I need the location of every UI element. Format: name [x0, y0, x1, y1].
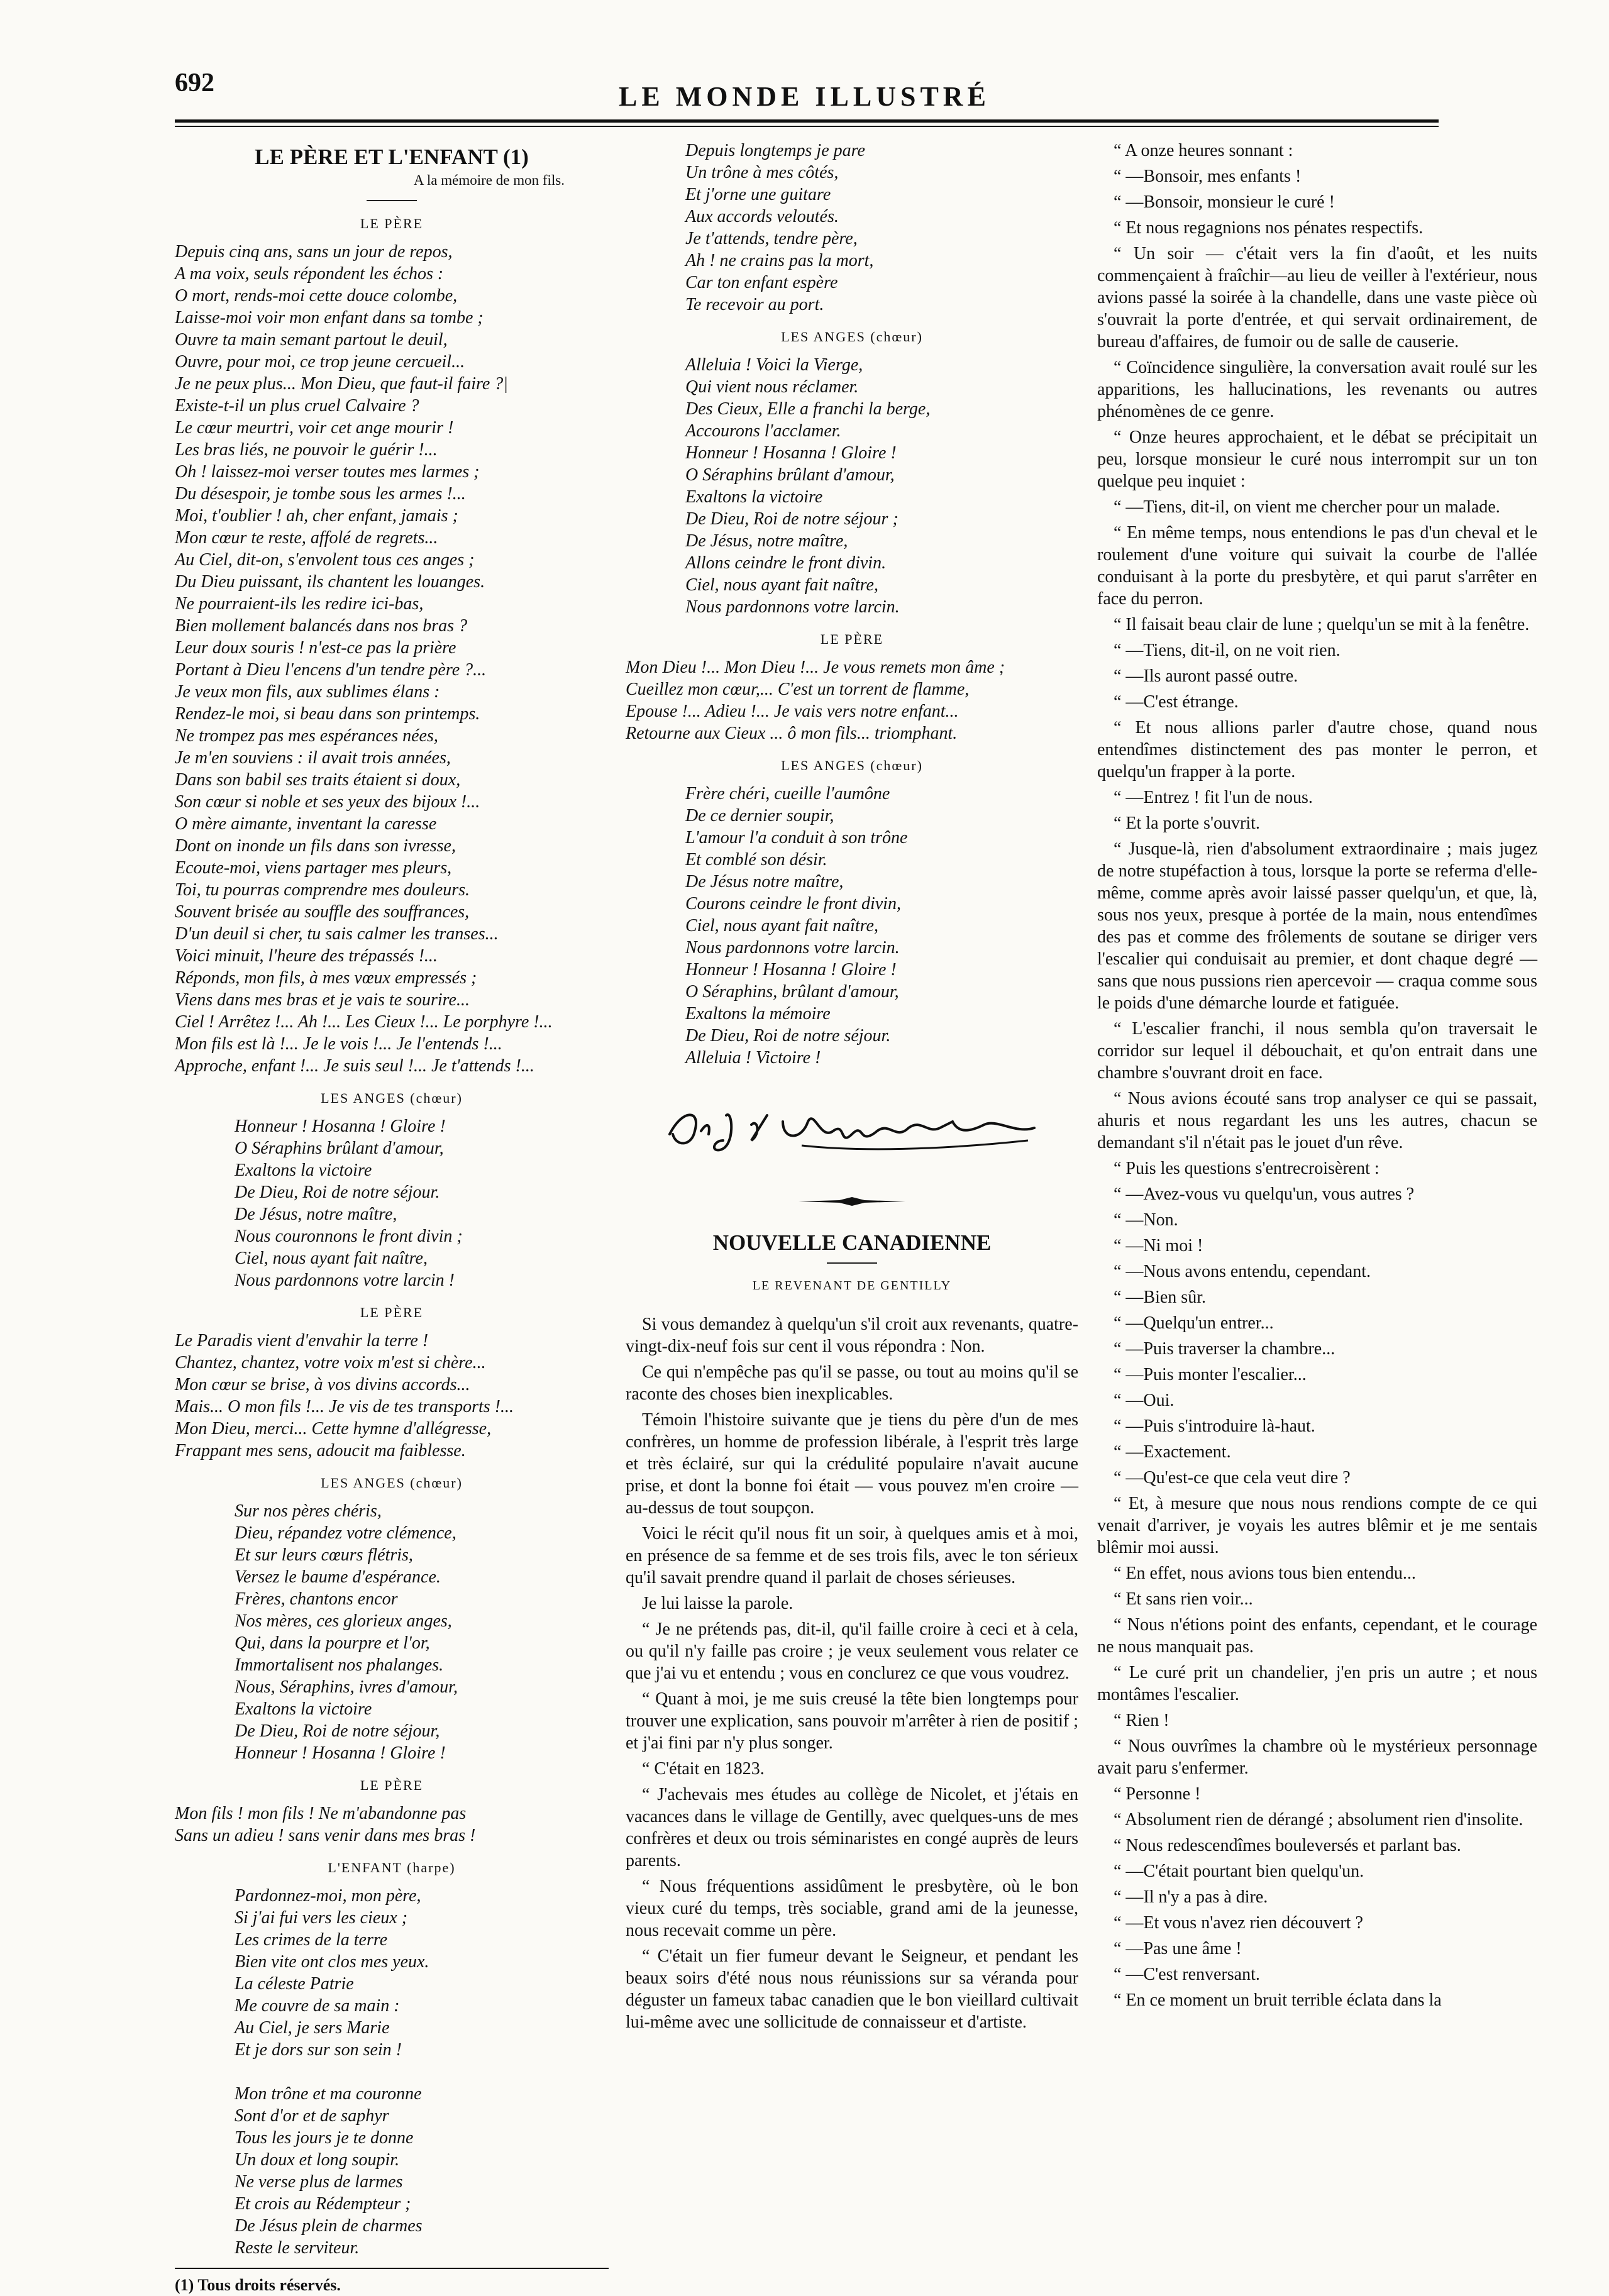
verse-line: A ma voix, seuls répondent les échos :	[175, 264, 444, 284]
story-paragraph: “ C'était un fier fumeur devant le Seigneur, et pendant les beaux soirs d'été nous nous réunissions sur sa véranda pour déguster un fameux tabac canadien que le bon vieillard cultivait lui-même avec une sollicitude de connaisseur et d'artiste.	[626, 1946, 1078, 2032]
verse-line: Honneur ! Hosanna ! Gloire !	[235, 1117, 446, 1136]
footnote: (1) Tous droits réservés.	[175, 2276, 341, 2294]
verse-line: Au Ciel, dit-on, s'envolent tous ces anges ;	[175, 550, 475, 570]
verse-line: Bien mollement balancés dans nos bras ?	[175, 616, 468, 636]
footnote-rule	[175, 2268, 609, 2269]
story-paragraph: “ Et sans rien voir...	[1114, 1589, 1253, 1609]
story-title-rule	[827, 1262, 877, 1264]
story-paragraph: “ —Tiens, dit-il, on ne voit rien.	[1114, 641, 1341, 660]
verse-line: Depuis cinq ans, sans un jour de repos,	[175, 242, 453, 262]
story-paragraph: “ Et la porte s'ouvrit.	[1114, 814, 1260, 833]
verse-line: Nous couronnons le front divin ;	[235, 1227, 463, 1246]
verse-line: De Jésus plein de charmes	[235, 2216, 423, 2236]
story-paragraph: “ —Avez-vous vu quelqu'un, vous autres ?	[1114, 1184, 1415, 1204]
verse-line: Qui, dans la pourpre et l'or,	[235, 1633, 430, 1653]
verse-group	[626, 354, 1078, 618]
verse-line: Allons ceindre le front divin.	[685, 553, 887, 573]
story-paragraph: “ A onze heures sonnant :	[1114, 141, 1293, 160]
verse-line: Je ne peux plus... Mon Dieu, que faut-il faire ?|	[175, 374, 508, 394]
verse-line: Je m'en souviens : il avait trois années,	[175, 748, 451, 768]
verse-line: Cueillez mon cœur,... C'est un torrent de flamme,	[626, 680, 970, 699]
story-paragraph: Ce qui n'empêche pas qu'il se passe, ou tout au moins qu'il se raconte des choses bien inexplicables.	[626, 1362, 1078, 1404]
story-paragraph: “ —Il n'y a pas à dire.	[1114, 1887, 1268, 1907]
story-text-middle	[626, 1313, 1078, 2033]
story-paragraph: “ En même temps, nous entendions le pas d'un cheval et le roulement d'une voiture qui suivait la courbe de l'allée conduisant à la porte du presbytère, et qui parut s'arrêter en face du perron.	[1097, 523, 1537, 609]
story-paragraph: “ —Ils auront passé outre.	[1114, 666, 1298, 686]
story-paragraph: “ L'escalier franchi, il nous sembla qu'on traversait le corridor sur lequel il débouchait, et qu'on entrait dans une chambre s'ouvrant droit en face.	[1097, 1019, 1537, 1083]
story-paragraph: “ —Ni moi !	[1114, 1236, 1203, 1256]
verse-line: Moi, t'oublier ! ah, cher enfant, jamais ;	[175, 506, 458, 526]
verse-line: Dont on inonde un fils dans son ivresse,	[175, 836, 456, 856]
verse-line: D'un deuil si cher, tu sais calmer les transes...	[175, 924, 499, 944]
story-paragraph: “ Coïncidence singulière, la conversation avait roulé sur les apparitions, les hallucinations, les revenants ou autres phénomènes de ce genre.	[1097, 358, 1537, 421]
verse-line: Pardonnez-moi, mon père,	[235, 1886, 421, 1906]
story-paragraph: “ Et, à mesure que nous nous rendions compte de ce qui venait d'arriver, je voyais les autres blêmir et je me sentais blêmir moi aussi.	[1097, 1494, 1537, 1557]
story-paragraph: “ —Bonsoir, mes enfants !	[1114, 167, 1302, 186]
story-paragraph: “ —Tiens, dit-il, on vient me chercher pour un malade.	[1114, 497, 1500, 517]
verse-line: Sont d'or et de saphyr	[235, 2106, 389, 2126]
verse-line: Frappant mes sens, adoucit ma faiblesse.	[175, 1441, 466, 1460]
verse-line: Honneur ! Hosanna ! Gloire !	[685, 960, 897, 980]
verse-line: Qui vient nous réclamer.	[685, 377, 859, 397]
verse-group	[626, 783, 1078, 1069]
story-paragraph: “ —Et vous n'avez rien découvert ?	[1114, 1913, 1363, 1933]
verse-line: Aux accords veloutés.	[685, 207, 839, 226]
story-paragraph: “ —Puis traverser la chambre...	[1114, 1339, 1335, 1359]
verse-line: Mon fils est là !... Je le vois !... Je l'entends !...	[175, 1034, 502, 1054]
verse-group	[175, 1802, 609, 1846]
verse-line: Ouvre ta main semant partout le deuil,	[175, 330, 448, 350]
verse-line: Me couvre de sa main :	[235, 1996, 400, 2016]
verse-line: Viens dans mes bras et je vais te sourire...	[175, 990, 470, 1010]
verse-line: Rendez-le moi, si beau dans son printemps.	[175, 704, 480, 724]
story-paragraph: “ Personne !	[1114, 1784, 1201, 1804]
verse-line: De Dieu, Roi de notre séjour.	[235, 1183, 440, 1202]
poem-title: LE PÈRE ET L'ENFANT (1)	[255, 145, 529, 169]
verse-line: O Séraphins brûlant d'amour,	[685, 465, 895, 485]
verse-line: O mère aimante, inventant la caresse	[175, 814, 437, 834]
verse-line: Le Paradis vient d'envahir la terre !	[175, 1331, 429, 1350]
verse-line: Mais... O mon fils !... Je vis de tes transports !...	[175, 1397, 514, 1416]
verse-line: Exaltons la victoire	[235, 1161, 372, 1180]
verse-line: De Jésus notre maître,	[685, 872, 844, 891]
verse-line: O Séraphins brûlant d'amour,	[235, 1139, 444, 1158]
speaker-label: LE PÈRE	[360, 216, 424, 231]
story-paragraph: “ Puis les questions s'entrecroisèrent :	[1114, 1159, 1380, 1178]
verse-line: Depuis longtemps je pare	[685, 141, 865, 160]
verse-line: Toi, tu pourras comprendre mes douleurs.	[175, 880, 470, 900]
verse-line: Et je dors sur son sein !	[235, 2040, 402, 2060]
speaker-label: LES ANGES (chœur)	[321, 1475, 463, 1491]
verse-line: Honneur ! Hosanna ! Gloire !	[685, 443, 897, 463]
verse-line: Si j'ai fui vers les cieux ;	[235, 1908, 408, 1928]
masthead-rule	[175, 119, 1439, 123]
verse-line: Mon cœur te reste, affolé de regrets...	[175, 528, 438, 548]
speaker-label: LE PÈRE	[820, 631, 884, 647]
verse-line: Mon cœur se brise, à vos divins accords...	[175, 1375, 470, 1394]
verse-line: Mon fils ! mon fils ! Ne m'abandonne pas	[175, 1804, 467, 1823]
story-subtitle: LE REVENANT DE GENTILLY	[752, 1279, 952, 1293]
story-paragraph: Je lui laisse la parole.	[642, 1594, 793, 1613]
verse-line: De Jésus, notre maître,	[685, 531, 848, 551]
story-title: NOUVELLE CANADIENNE	[712, 1230, 992, 1255]
verse-line: Immortalisent nos phalanges.	[235, 1655, 444, 1675]
verse-group	[626, 140, 1078, 316]
verse-line: Exaltons la victoire	[235, 1699, 372, 1719]
verse-line: Et j'orne une guitare	[685, 185, 831, 204]
verse-line: Les bras liés, ne pouvoir le guérir !...	[175, 440, 438, 460]
verse-line: Mon Dieu !... Mon Dieu !... Je vous remets mon âme ;	[626, 658, 1005, 677]
verse-line	[235, 2061, 609, 2083]
story-paragraph: “ Onze heures approchaient, et le débat se précipitait un peu, lorsque monsieur le curé nous interrompit sur un ton quelque peu inquiet :	[1097, 428, 1537, 491]
verse-line: Car ton enfant espère	[685, 273, 838, 292]
verse-group	[175, 1115, 609, 1291]
title-rule	[367, 200, 417, 201]
story-paragraph: “ —Exactement.	[1114, 1442, 1231, 1462]
verse-line: Ciel, nous ayant fait naître,	[235, 1249, 428, 1268]
verse-line: Epouse !... Adieu !... Je vais vers notre enfant...	[626, 702, 959, 721]
story-paragraph: “ Un soir — c'était vers la fin d'août, et les nuits commençaient à fraîchir—au lieu de veiller à l'extérieur, nous avions passé la soirée à la chandelle, dans une vaste pièce où s'ouvrait la porte d'entrée, et qui servait ordinairement, de bureau d'affaires, de fumoir ou de salle de causerie.	[1097, 244, 1537, 351]
verse-line: De Dieu, Roi de notre séjour,	[235, 1721, 440, 1741]
story-paragraph: “ —Quelqu'un entrer...	[1114, 1313, 1274, 1333]
verse-line: Versez le baume d'espérance.	[235, 1567, 441, 1587]
verse-line: Nos mères, ces glorieux anges,	[235, 1611, 452, 1631]
verse-line: Approche, enfant !... Je suis seul !... Je t'attends !...	[175, 1056, 534, 1076]
verse-line: O mort, rends-moi cette douce colombe,	[175, 286, 458, 306]
story-text-right	[1097, 140, 1537, 2011]
story-paragraph: “ —Bonsoir, monsieur le curé !	[1114, 192, 1335, 212]
verse-line: Au Ciel, je sers Marie	[235, 2018, 390, 2038]
speaker-label: LES ANGES (chœur)	[781, 758, 923, 773]
verse-line: O Séraphins, brûlant d'amour,	[685, 982, 899, 1002]
verse-line: Voici minuit, l'heure des trépassés !...	[175, 946, 438, 966]
verse-line: Exaltons la mémoire	[685, 1004, 831, 1024]
verse-line: De ce dernier soupir,	[685, 806, 834, 825]
story-paragraph: Témoin l'histoire suivante que je tiens du père d'un de mes confrères, un homme de profession libérale, à l'esprit très large et très éclairé, sur qui la crédulité populaire n'avait aucune prise, et dont la bonne foi était — vous pouvez m'en croire — au-dessus de tout soupçon.	[626, 1410, 1078, 1518]
verse-line: Leur doux souris ! n'est-ce pas la prière	[175, 638, 456, 658]
verse-line: Des Cieux, Elle a franchi la berge,	[685, 399, 931, 419]
speaker-label: LE PÈRE	[360, 1777, 424, 1793]
verse-line: Son cœur si noble et ses yeux des bijoux !...	[175, 792, 480, 812]
column-right	[1097, 140, 1537, 2015]
verse-line: Alleluia ! Voici la Vierge,	[685, 355, 863, 375]
verse-line: Laisse-moi voir mon enfant dans sa tombe ;	[175, 308, 484, 328]
verse-line: La céleste Patrie	[235, 1974, 354, 1994]
story-paragraph: Voici le récit qu'il nous fit un soir, à quelques amis et à moi, en présence de sa femme et de ses trois fils, avec le ton sérieux qu'il savait prendre quand il parlait de choses sérieuses.	[626, 1524, 1078, 1587]
story-paragraph: “ —C'est étrange.	[1114, 692, 1239, 712]
signature-image	[657, 1096, 1059, 1159]
story-paragraph: “ Et nous regagnions nos pénates respectifs.	[1114, 218, 1424, 238]
verse-line: Le cœur meurtri, voir cet ange mourir !	[175, 418, 454, 438]
story-paragraph: “ —Nous avons entendu, cependant.	[1114, 1262, 1371, 1281]
story-paragraph: “ J'achevais mes études au collège de Nicolet, et j'étais en vacances dans le village de Gentilly, avec quelques-uns de mes confrères et deux ou trois séminaristes en congé auprès de leurs parents.	[626, 1785, 1078, 1870]
story-paragraph: “ Rien !	[1114, 1711, 1169, 1730]
verse-group	[626, 656, 1078, 744]
verse-line: Exaltons la victoire	[685, 487, 823, 507]
story-paragraph: “ Nous n'étions point des enfants, cependant, et le courage ne nous manquait pas.	[1097, 1615, 1537, 1657]
story-paragraph: “ —Non.	[1114, 1210, 1178, 1230]
verse-line: Ne verse plus de larmes	[235, 2172, 403, 2192]
story-paragraph: “ Absolument rien de dérangé ; absolument rien d'insolite.	[1114, 1810, 1523, 1830]
verse-line: De Dieu, Roi de notre séjour ;	[685, 509, 898, 529]
poem-sections-left	[175, 212, 609, 2259]
verse-line: Accourons l'acclamer.	[685, 421, 841, 441]
verse-line: Ouvre, pour moi, ce trop jeune cercueil...	[175, 352, 465, 372]
story-paragraph: “ —Puis monter l'escalier...	[1114, 1365, 1307, 1384]
ornament-divider	[795, 1196, 909, 1206]
verse-line: Nous pardonnons votre larcin.	[685, 938, 900, 958]
story-paragraph: “ —Qu'est-ce que cela veut dire ?	[1114, 1468, 1351, 1487]
verse-line: Nous, Séraphins, ivres d'amour,	[235, 1677, 458, 1697]
verse-line: Retourne aux Cieux ... ô mon fils... triomphant.	[626, 724, 958, 743]
story-paragraph: “ —C'est renversant.	[1114, 1965, 1260, 1984]
verse-line: Ciel, nous ayant fait naître,	[685, 916, 878, 936]
verse-line: Un trône à mes côtés,	[685, 163, 839, 182]
story-paragraph: Si vous demandez à quelqu'un s'il croit aux revenants, quatre-vingt-dix-neuf fois sur cent il vous répondra : Non.	[626, 1315, 1078, 1356]
verse-line: Te recevoir au port.	[685, 295, 824, 314]
story-paragraph: “ C'était en 1823.	[642, 1759, 765, 1779]
verse-group	[175, 1500, 609, 1764]
verse-line: Honneur ! Hosanna ! Gloire !	[235, 1743, 446, 1763]
verse-group	[175, 1330, 609, 1462]
verse-line: Un doux et long soupir.	[235, 2150, 400, 2170]
column-left	[175, 140, 609, 2296]
verse-line: Réponds, mon fils, à mes vœux empressés ;	[175, 968, 477, 988]
verse-line: Nous pardonnons votre larcin !	[235, 1271, 455, 1290]
story-paragraph: “ —Bien sûr.	[1114, 1288, 1206, 1307]
verse-line: Chantez, chantez, votre voix m'est si chère...	[175, 1353, 486, 1372]
masthead-rule-thin	[175, 126, 1439, 127]
verse-line: Ciel, nous ayant fait naître,	[685, 575, 878, 595]
verse-line: Ne pourraient-ils les redire ici-bas,	[175, 594, 424, 614]
verse-line: Frères, chantons encor	[235, 1589, 398, 1609]
verse-line: Frère chéri, cueille l'aumône	[685, 784, 890, 803]
verse-line: Ah ! ne crains pas la mort,	[685, 251, 874, 270]
verse-line: De Jésus, notre maître,	[235, 1205, 397, 1224]
story-paragraph: “ —Pas une âme !	[1114, 1939, 1242, 1958]
speaker-label: LE PÈRE	[360, 1305, 424, 1320]
verse-line: Du désespoir, je tombe sous les armes !...	[175, 484, 466, 504]
verse-line: De Dieu, Roi de notre séjour.	[685, 1026, 891, 1046]
poem-dedication: A la mémoire de mon fils.	[413, 172, 565, 188]
verse-line: Et comblé son désir.	[685, 850, 827, 869]
verse-line: Courons ceindre le front divin,	[685, 894, 901, 913]
verse-group	[175, 241, 609, 1077]
verse-line: Je t'attends, tendre père,	[685, 229, 858, 248]
verse-line: Et sur leurs cœurs flétris,	[235, 1545, 413, 1565]
story-paragraph: “ Jusque-là, rien d'absolument extraordinaire ; mais jugez de notre stupéfaction à tous, lorsque la porte se referma d'elle-même, comme après avoir laissé passer quelqu'un, et que, là, sous nos yeux, presque à portée de la main, nous entendîmes des pas et comme des frôlements de soutane se diriger vers l'escalier qui conduisait au premier, et dont chaque degré — sans que nous pussions rien apercevoir — craqua comme sous le poids d'une démarche lourde et fatiguée.	[1097, 839, 1537, 1013]
verse-line: Et crois au Rédempteur ;	[235, 2194, 411, 2214]
verse-line: Oh ! laissez-moi verser toutes mes larmes ;	[175, 462, 480, 482]
speaker-label: LES ANGES (chœur)	[781, 329, 923, 345]
verse-line: Ecoute-moi, viens partager mes pleurs,	[175, 858, 452, 878]
verse-line: Dieu, répandez votre clémence,	[235, 1523, 456, 1543]
page-number: 692	[175, 69, 214, 97]
verse-line: Du Dieu puissant, ils chantent les louanges.	[175, 572, 485, 592]
verse-line: Existe-t-il un plus cruel Calvaire ?	[175, 396, 419, 416]
story-paragraph: “ Le curé prit un chandelier, j'en pris un autre ; et nous montâmes l'escalier.	[1097, 1663, 1537, 1704]
story-paragraph: “ Nous redescendîmes bouleversés et parlant bas.	[1114, 1836, 1461, 1855]
verse-line: Sans un adieu ! sans venir dans mes bras !	[175, 1826, 476, 1845]
story-paragraph: “ Quant à moi, je me suis creusé la tête bien longtemps pour trouver une explication, sans pouvoir m'arrêter à rien de positif ; et j'ai fini par n'y plus songer.	[626, 1689, 1078, 1753]
story-paragraph: “ Il faisait beau clair de lune ; quelqu'un se mit à la fenêtre.	[1114, 615, 1530, 634]
verse-line: Alleluia ! Victoire !	[685, 1048, 821, 1068]
verse-line: Portant à Dieu l'encens d'un tendre père ?...	[175, 660, 487, 680]
verse-line: Mon Dieu, merci... Cette hymne d'allégresse,	[175, 1419, 492, 1438]
story-paragraph: “ Je ne prétends pas, dit-il, qu'il faille croire à ceci et à cela, ou qu'il n'y faille pas croire ; je veux seulement vous relater ce que j'ai vu et entendu ; vous en conclurez ce que vous voudrez.	[626, 1620, 1078, 1683]
verse-line: Bien vite ont clos mes yeux.	[235, 1952, 429, 1972]
masthead: LE MONDE ILLUSTRÉ	[619, 81, 990, 112]
verse-line: Reste le serviteur.	[235, 2238, 360, 2258]
verse-line: Ne trompez pas mes espérances nées,	[175, 726, 438, 746]
verse-line: Tous les jours je te donne	[235, 2128, 414, 2148]
verse-line: Sur nos pères chéris,	[235, 1501, 382, 1521]
story-paragraph: “ En ce moment un bruit terrible éclata dans la	[1114, 1990, 1442, 2010]
story-paragraph: “ En effet, nous avions tous bien entendu...	[1114, 1564, 1416, 1583]
story-paragraph: “ —Oui.	[1114, 1391, 1175, 1410]
verse-line: Les crimes de la terre	[235, 1930, 388, 1950]
story-paragraph: “ —Entrez ! fit l'un de nous.	[1114, 788, 1313, 807]
story-paragraph: “ —Puis s'introduire là-haut.	[1114, 1416, 1315, 1436]
speaker-label: LES ANGES (chœur)	[321, 1090, 463, 1106]
story-paragraph: “ —C'était pourtant bien quelqu'un.	[1114, 1862, 1364, 1881]
story-paragraph: “ Nous avions écouté sans trop analyser ce qui se passait, ahuris et nous regardant les uns les autres, chacun se demandant s'il n'était pas le jouet d'un rêve.	[1097, 1089, 1537, 1152]
verse-line: L'amour l'a conduit à son trône	[685, 828, 908, 847]
verse-line: Je veux mon fils, aux sublimes élans :	[175, 682, 440, 702]
column-middle	[626, 140, 1078, 2037]
verse-line: Mon trône et ma couronne	[235, 2084, 422, 2104]
verse-line: Dans son babil ses traits étaient si doux,	[175, 770, 461, 790]
verse-line: Ciel ! Arrêtez !... Ah !... Les Cieux !... Le porphyre !...	[175, 1012, 553, 1032]
story-paragraph: “ Nous fréquentions assidûment le presbytère, où le bon vieux curé du temps, très sociable, grand ami de la jeunesse, nous recevait comme un père.	[626, 1877, 1078, 1940]
poem-sections-middle	[626, 140, 1078, 1069]
story-paragraph: “ Nous ouvrîmes la chambre où le mystérieux personnage avait paru s'enfermer.	[1097, 1736, 1537, 1778]
story-paragraph: “ Et nous allions parler d'autre chose, quand nous entendîmes distinctement des pas monter le perron, et quelqu'un frapper à la porte.	[1097, 718, 1537, 781]
verse-line: Nous pardonnons votre larcin.	[685, 597, 900, 617]
speaker-label: L'ENFANT (harpe)	[328, 1860, 456, 1875]
verse-group	[175, 1885, 609, 2259]
verse-line: Souvent brisée au souffle des souffrances,	[175, 902, 470, 922]
